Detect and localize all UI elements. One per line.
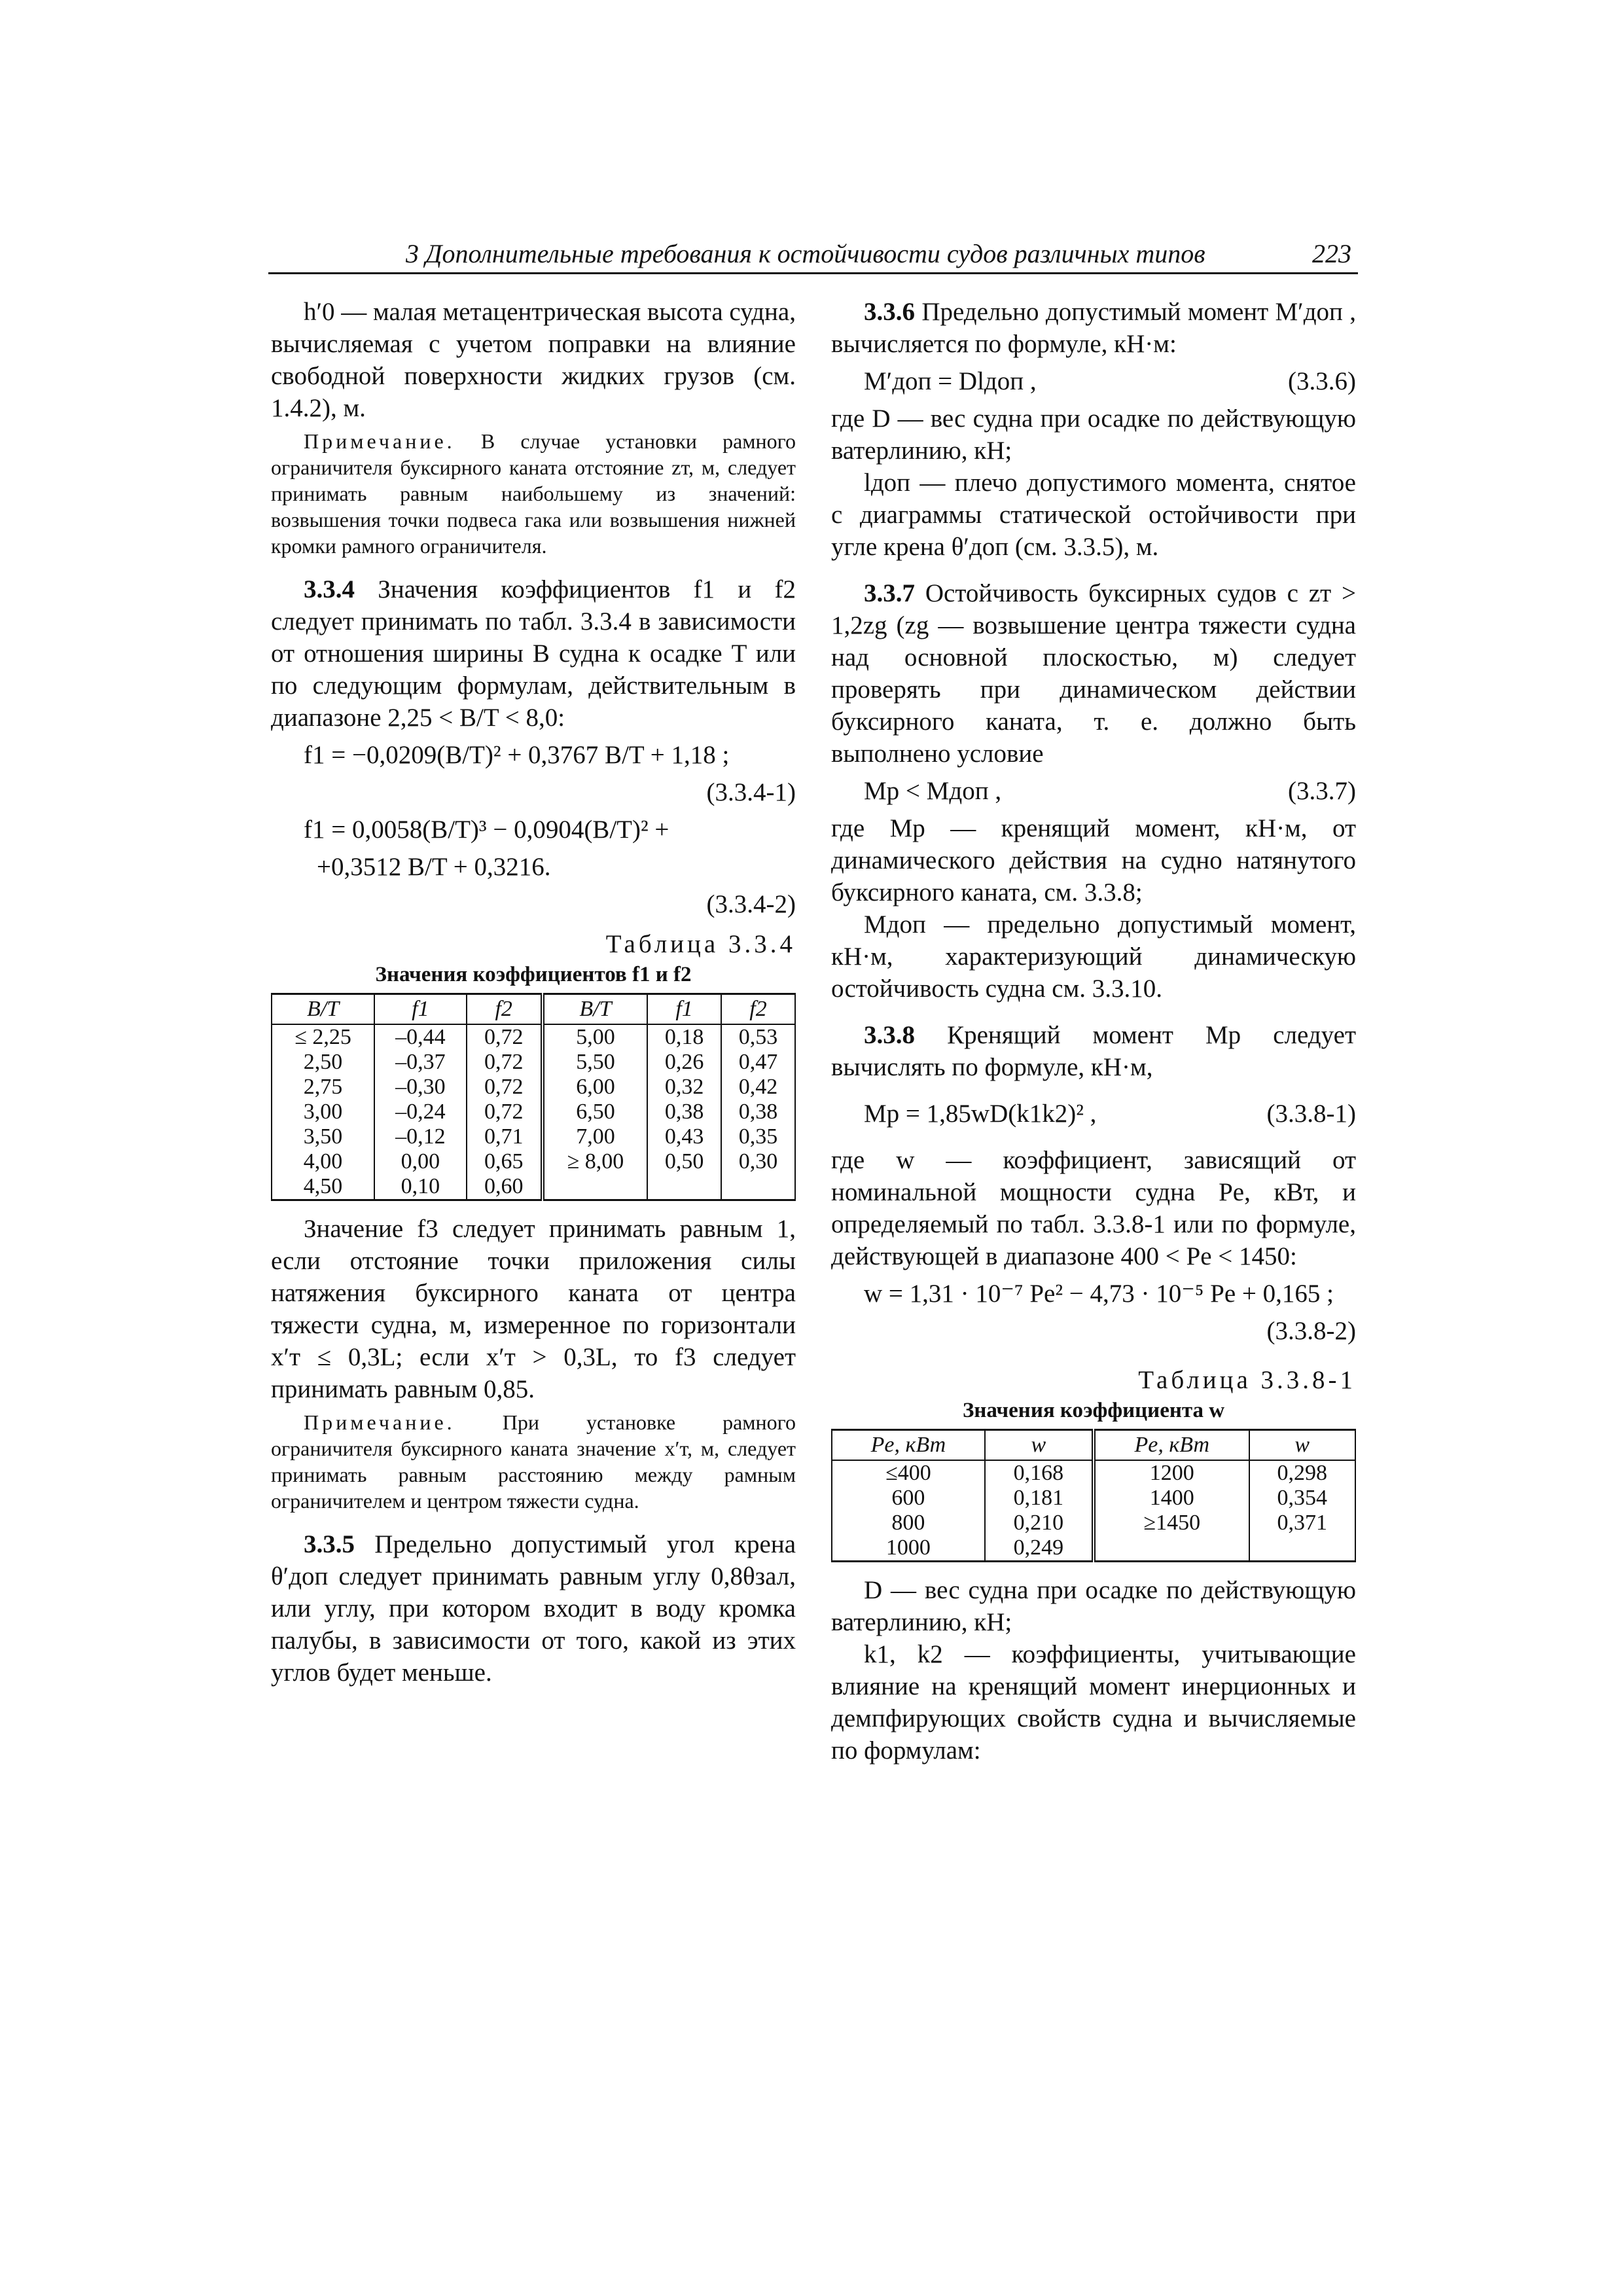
table-cell: 6,50 bbox=[543, 1100, 647, 1124]
section-number: 3.3.7 bbox=[864, 579, 915, 607]
table-cell: ≥1450 bbox=[1094, 1511, 1249, 1535]
table-cell: –0,30 bbox=[374, 1075, 467, 1100]
equation-text: f1 = −0,0209(B/T)² + 0,3767 B/T + 1,18 ; bbox=[304, 741, 730, 769]
table-cell: 0,53 bbox=[721, 1024, 795, 1050]
table-row bbox=[832, 1511, 1355, 1535]
table-cell: 0,72 bbox=[467, 1100, 543, 1124]
table-cell: 2,75 bbox=[272, 1075, 374, 1100]
table-row bbox=[832, 1460, 1355, 1486]
table-header: f1 bbox=[647, 994, 721, 1025]
table-cell: 6,00 bbox=[543, 1075, 647, 1100]
equation-3-3-7 bbox=[831, 775, 1356, 807]
table-cell: 0,42 bbox=[721, 1075, 795, 1100]
table-cell: 0,65 bbox=[467, 1149, 543, 1174]
section-text: Предельно допустимый момент M′доп , вычисляется по формуле, кН·м: bbox=[831, 298, 1356, 358]
equation-3-3-8-1 bbox=[831, 1098, 1356, 1130]
paragraph-l: lдоп — плечо допустимого момента, снятое с диаграммы статической остойчивости при угле крена θ′доп (см. 3.3.5), м. bbox=[831, 469, 1356, 561]
paragraph-w: где w — коэффициент, зависящий от номинальной мощности судна Pе, кВт, и определяемый по табл. 3.3.8-1 или по формуле, действующей в диапазоне 400 < Pе < 1450: bbox=[831, 1146, 1356, 1270]
table-cell: 0,00 bbox=[374, 1149, 467, 1174]
table-row bbox=[272, 1149, 795, 1174]
table-cell: 0,50 bbox=[647, 1149, 721, 1174]
table-cell: 800 bbox=[832, 1511, 985, 1535]
table-cell: 0,72 bbox=[467, 1024, 543, 1050]
section-text: Остойчивость буксирных судов с zт > 1,2zg (zg — возвышение центра тяжести судна над основной плоскостью, м) следует проверять при динамическом действии буксирного каната, т. е. должно быть выполнено условие bbox=[831, 579, 1356, 768]
section-text: Предельно допустимый угол крена θ′доп следует принимать равным углу 0,8θзал, или углу, при котором входит в воду кромка палубы, в зависимости от того, какой из этих углов будет меньше. bbox=[271, 1530, 796, 1687]
table-cell: 4,50 bbox=[272, 1174, 374, 1200]
table-cell: 0,298 bbox=[1249, 1460, 1355, 1486]
table-cell: 0,371 bbox=[1249, 1511, 1355, 1535]
table-row bbox=[272, 1024, 795, 1050]
note-2 bbox=[271, 1409, 796, 1514]
table-cell: 0,72 bbox=[467, 1075, 543, 1100]
paragraph-h0: h′0 — малая метацентрическая высота судна, вычисляемая с учетом поправки на влияние свободной поверхности жидких грузов (см. 1.4.2), м. bbox=[271, 298, 796, 422]
table-cell: 0,43 bbox=[647, 1124, 721, 1149]
table-cell: ≤ 2,25 bbox=[272, 1024, 374, 1050]
table-row bbox=[272, 1050, 795, 1075]
note-label: Примечание. bbox=[304, 1410, 455, 1434]
equation-3-3-8-2 bbox=[831, 1278, 1356, 1310]
section-number: 3.3.5 bbox=[304, 1530, 355, 1558]
equation-number: (3.3.8-2) bbox=[1266, 1317, 1356, 1345]
paragraph-d2: D — вес судна при осадке по действующую ватерлинию, кН; bbox=[831, 1576, 1356, 1636]
table-row bbox=[832, 1535, 1355, 1562]
running-header bbox=[268, 238, 1358, 274]
table-cell: 0,354 bbox=[1249, 1486, 1355, 1511]
table-header: f2 bbox=[467, 994, 543, 1025]
equation-3-3-4-2-cont bbox=[271, 851, 796, 883]
equation-number: (3.3.4-2) bbox=[706, 890, 796, 918]
equation-3-3-4-2 bbox=[271, 814, 796, 846]
table-header: Pе, кВт bbox=[1094, 1430, 1249, 1461]
table-cell: 0,18 bbox=[647, 1024, 721, 1050]
right-column bbox=[831, 296, 1356, 1767]
table-cell: 0,60 bbox=[467, 1174, 543, 1200]
note-text: При установке рамного ограничителя буксирного каната значение x′т, м, следует принимать равным расстоянию между рамным ограничителем и центром тяжести судна. bbox=[271, 1410, 796, 1513]
table-row bbox=[272, 1174, 795, 1200]
section-3-3-4 bbox=[271, 573, 796, 734]
table-cell: 0,38 bbox=[721, 1100, 795, 1124]
table-cell: –0,24 bbox=[374, 1100, 467, 1124]
table-cell bbox=[647, 1174, 721, 1200]
table-cell: 0,210 bbox=[985, 1511, 1094, 1535]
paragraph-mp: где Mр — кренящий момент, кН·м, от динамического действия на судно натянутого буксирного каната, см. 3.3.8; bbox=[831, 814, 1356, 906]
paragraph-mdop: Mдоп — предельно допустимый момент, кН·м, характеризующий динамическую остойчивость судна см. 3.3.10. bbox=[831, 910, 1356, 1003]
section-text: Значения коэффициентов f1 и f2 следует принимать по табл. 3.3.4 в зависимости от отношения ширины B судна к осадке T или по следующим формулам, действительным в диапазоне 2,25 < B/T < 8,0: bbox=[271, 575, 796, 732]
table-cell: 0,10 bbox=[374, 1174, 467, 1200]
equation-number: (3.3.7) bbox=[1288, 777, 1356, 805]
table-cell: 0,30 bbox=[721, 1149, 795, 1174]
table-row bbox=[272, 1100, 795, 1124]
note-label: Примечание. bbox=[304, 429, 455, 453]
table-cell: 0,71 bbox=[467, 1124, 543, 1149]
table-header: w bbox=[985, 1430, 1094, 1461]
table-header: f2 bbox=[721, 994, 795, 1025]
table-caption: Таблица 3.3.4 bbox=[605, 930, 796, 958]
table-cell: 3,50 bbox=[272, 1124, 374, 1149]
equation-3-3-4-1 bbox=[271, 739, 796, 771]
table-cell: 1000 bbox=[832, 1535, 985, 1562]
table-cell: 0,72 bbox=[467, 1050, 543, 1075]
table-cell: 1200 bbox=[1094, 1460, 1249, 1486]
table-3-3-8-1 bbox=[831, 1429, 1356, 1562]
table-cell: 0,38 bbox=[647, 1100, 721, 1124]
table-cell: 0,249 bbox=[985, 1535, 1094, 1562]
table-cell: –0,37 bbox=[374, 1050, 467, 1075]
section-3-3-8 bbox=[831, 1019, 1356, 1083]
table-cell bbox=[1249, 1535, 1355, 1562]
section-3-3-6 bbox=[831, 296, 1356, 360]
table-cell: –0,44 bbox=[374, 1024, 467, 1050]
section-3-3-5 bbox=[271, 1528, 796, 1689]
table-cell: 0,32 bbox=[647, 1075, 721, 1100]
table-cell: 0,168 bbox=[985, 1460, 1094, 1486]
table-cell: 3,00 bbox=[272, 1100, 374, 1124]
equation-3-3-6 bbox=[831, 365, 1356, 397]
table-title: Значения коэффициентов f1 и f2 bbox=[375, 963, 692, 986]
table-cell: ≤400 bbox=[832, 1460, 985, 1486]
table-cell bbox=[721, 1174, 795, 1200]
table-cell bbox=[543, 1174, 647, 1200]
paragraph-d: где D — вес судна при осадке по действующую ватерлинию, кН; bbox=[831, 404, 1356, 465]
table-3-3-4 bbox=[271, 993, 796, 1201]
page-number: 223 bbox=[1312, 239, 1351, 268]
table-header: Pе, кВт bbox=[832, 1430, 985, 1461]
section-text: Кренящий момент Mр следует вычислять по формуле, кН·м, bbox=[831, 1021, 1356, 1081]
table-cell: 1400 bbox=[1094, 1486, 1249, 1511]
paragraph-k: k1, k2 — коэффициенты, учитывающие влияние на кренящий момент инерционных и демпфирующих свойств судна и вычисляемые по формулам: bbox=[831, 1640, 1356, 1765]
note-text: В случае установки рамного ограничителя буксирного каната отстояние zт, м, следует принимать равным наибольшему из значений: возвышения точки подвеса гака или возвышения нижней кромки рамного ограничителя. bbox=[271, 429, 796, 558]
table-row bbox=[272, 1075, 795, 1100]
table-header: f1 bbox=[374, 994, 467, 1025]
equation-number: (3.3.6) bbox=[1288, 367, 1356, 395]
table-caption: Таблица 3.3.8-1 bbox=[1138, 1366, 1356, 1394]
table-cell: 0,47 bbox=[721, 1050, 795, 1075]
equation-text: f1 = 0,0058(B/T)³ − 0,0904(B/T)² + bbox=[304, 816, 669, 844]
table-cell: 600 bbox=[832, 1486, 985, 1511]
table-header: w bbox=[1249, 1430, 1355, 1461]
equation-text: Mр = 1,85wD(k1k2)² , bbox=[864, 1100, 1097, 1128]
header-title: 3 Дополнительные требования к остойчивости судов различных типов bbox=[406, 239, 1205, 268]
equation-text: w = 1,31 · 10⁻⁷ Pе² − 4,73 · 10⁻⁵ Pе + 0,165 ; bbox=[864, 1280, 1334, 1308]
table-cell: 2,50 bbox=[272, 1050, 374, 1075]
table-cell: 0,35 bbox=[721, 1124, 795, 1149]
equation-number: (3.3.8-1) bbox=[1266, 1100, 1356, 1128]
table-row bbox=[272, 1124, 795, 1149]
equation-number: (3.3.4-1) bbox=[706, 778, 796, 806]
equation-text: M′доп = Dlдоп , bbox=[864, 367, 1037, 395]
note-1 bbox=[271, 428, 796, 559]
table-header: B/T bbox=[272, 994, 374, 1025]
section-number: 3.3.8 bbox=[864, 1021, 915, 1049]
table-cell: 0,26 bbox=[647, 1050, 721, 1075]
table-cell: 0,181 bbox=[985, 1486, 1094, 1511]
section-3-3-7 bbox=[831, 577, 1356, 770]
table-cell: 4,00 bbox=[272, 1149, 374, 1174]
table-cell: 5,00 bbox=[543, 1024, 647, 1050]
table-cell: –0,12 bbox=[374, 1124, 467, 1149]
table-cell bbox=[1094, 1535, 1249, 1562]
table-row bbox=[832, 1486, 1355, 1511]
section-number: 3.3.4 bbox=[304, 575, 355, 603]
left-column bbox=[271, 296, 796, 1689]
section-number: 3.3.6 bbox=[864, 298, 915, 326]
table-cell: ≥ 8,00 bbox=[543, 1149, 647, 1174]
paragraph-f3: Значение f3 следует принимать равным 1, если отстояние точки приложения силы натяжения буксирного каната от центра тяжести судна, м, измеренное по горизонтали x′т ≤ 0,3L; если x′т > 0,3L, то f3 следует принимать равным 0,85. bbox=[271, 1215, 796, 1403]
table-cell: 7,00 bbox=[543, 1124, 647, 1149]
equation-text: Mр < Mдоп , bbox=[864, 777, 1002, 805]
table-cell: 5,50 bbox=[543, 1050, 647, 1075]
equation-text: +0,3512 B/T + 0,3216. bbox=[317, 853, 551, 881]
table-header: B/T bbox=[543, 994, 647, 1025]
table-title: Значения коэффициента w bbox=[962, 1399, 1225, 1422]
